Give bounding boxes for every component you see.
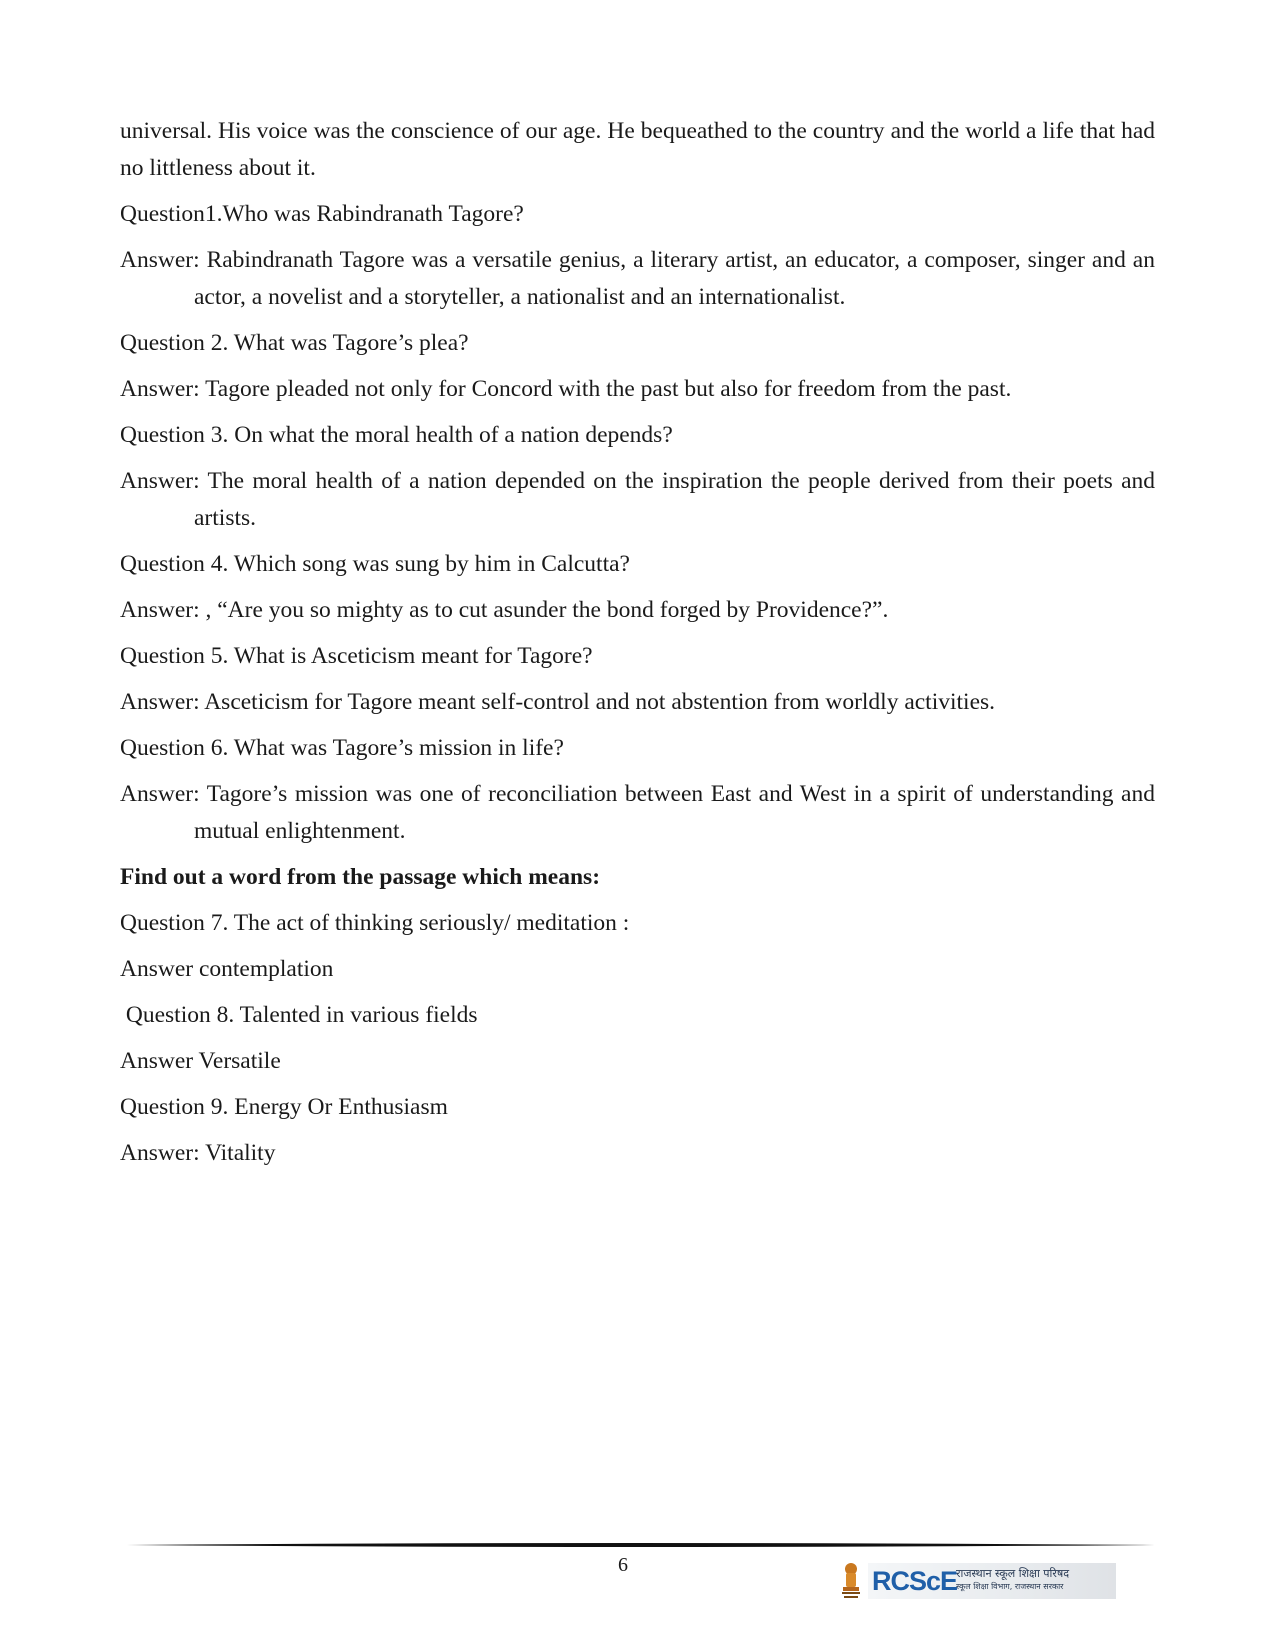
answer-5: Answer: Asceticism for Tagore meant self-control and not abstention from worldly activities.	[120, 689, 996, 715]
document-body	[120, 113, 1155, 1181]
state-emblem-icon	[838, 1561, 864, 1601]
question-6: Question 6. What was Tagore’s mission in life?	[120, 735, 564, 761]
logo-wordmark: RCScE	[872, 1566, 958, 1596]
question-2: Question 2. What was Tagore’s plea?	[120, 330, 469, 356]
question-5: Question 5. What is Asceticism meant for Tagore?	[120, 643, 593, 669]
page-number: 6	[618, 1554, 628, 1576]
vocabulary-heading: Find out a word from the passage which means:	[120, 864, 601, 890]
question-9: Question 9. Energy Or Enthusiasm	[120, 1094, 448, 1120]
answer-8: Answer Versatile	[120, 1048, 281, 1074]
answer-2: Answer: Tagore pleaded not only for Concord with the past but also for freedom from the past.	[120, 376, 1012, 402]
answer-9: Answer: Vitality	[120, 1140, 276, 1166]
question-7: Question 7. The act of thinking seriously/ meditation :	[120, 910, 630, 936]
logo-hindi-line-1: राजस्थान स्कूल शिक्षा परिषद	[956, 1567, 1070, 1580]
question-1: Question1.Who was Rabindranath Tagore?	[120, 201, 524, 227]
logo-hindi-line-2: स्कूल शिक्षा विभाग, राजस्थान सरकार	[956, 1582, 1064, 1591]
intro-paragraph: universal. His voice was the conscience of our age. He bequeathed to the country and the world a life that had no littleness about it.	[120, 118, 1155, 181]
answer-1: Answer: Rabindranath Tagore was a versatile genius, a literary artist, an educator, a composer, singer and an actor, a novelist and a storyteller, a nationalist and an internationalist.	[120, 247, 1155, 310]
question-3: Question 3. On what the moral health of a nation depends?	[120, 422, 673, 448]
answer-4: Answer: , “Are you so mighty as to cut asunder the bond forged by Providence?”.	[120, 597, 889, 623]
answer-6: Answer: Tagore’s mission was one of reconciliation between East and West in a spirit of understanding and mutual enlightenment.	[120, 781, 1155, 844]
footer-rule	[120, 1542, 1155, 1548]
question-8: Question 8. Talented in various fields	[120, 1002, 478, 1028]
question-4: Question 4. Which song was sung by him in Calcutta?	[120, 551, 630, 577]
answer-3: Answer: The moral health of a nation depended on the inspiration the people derived from their poets and artists.	[120, 468, 1155, 531]
answer-7: Answer contemplation	[120, 956, 334, 982]
rcsce-logo	[838, 1561, 1116, 1601]
logo-hindi-text	[956, 1567, 1069, 1593]
